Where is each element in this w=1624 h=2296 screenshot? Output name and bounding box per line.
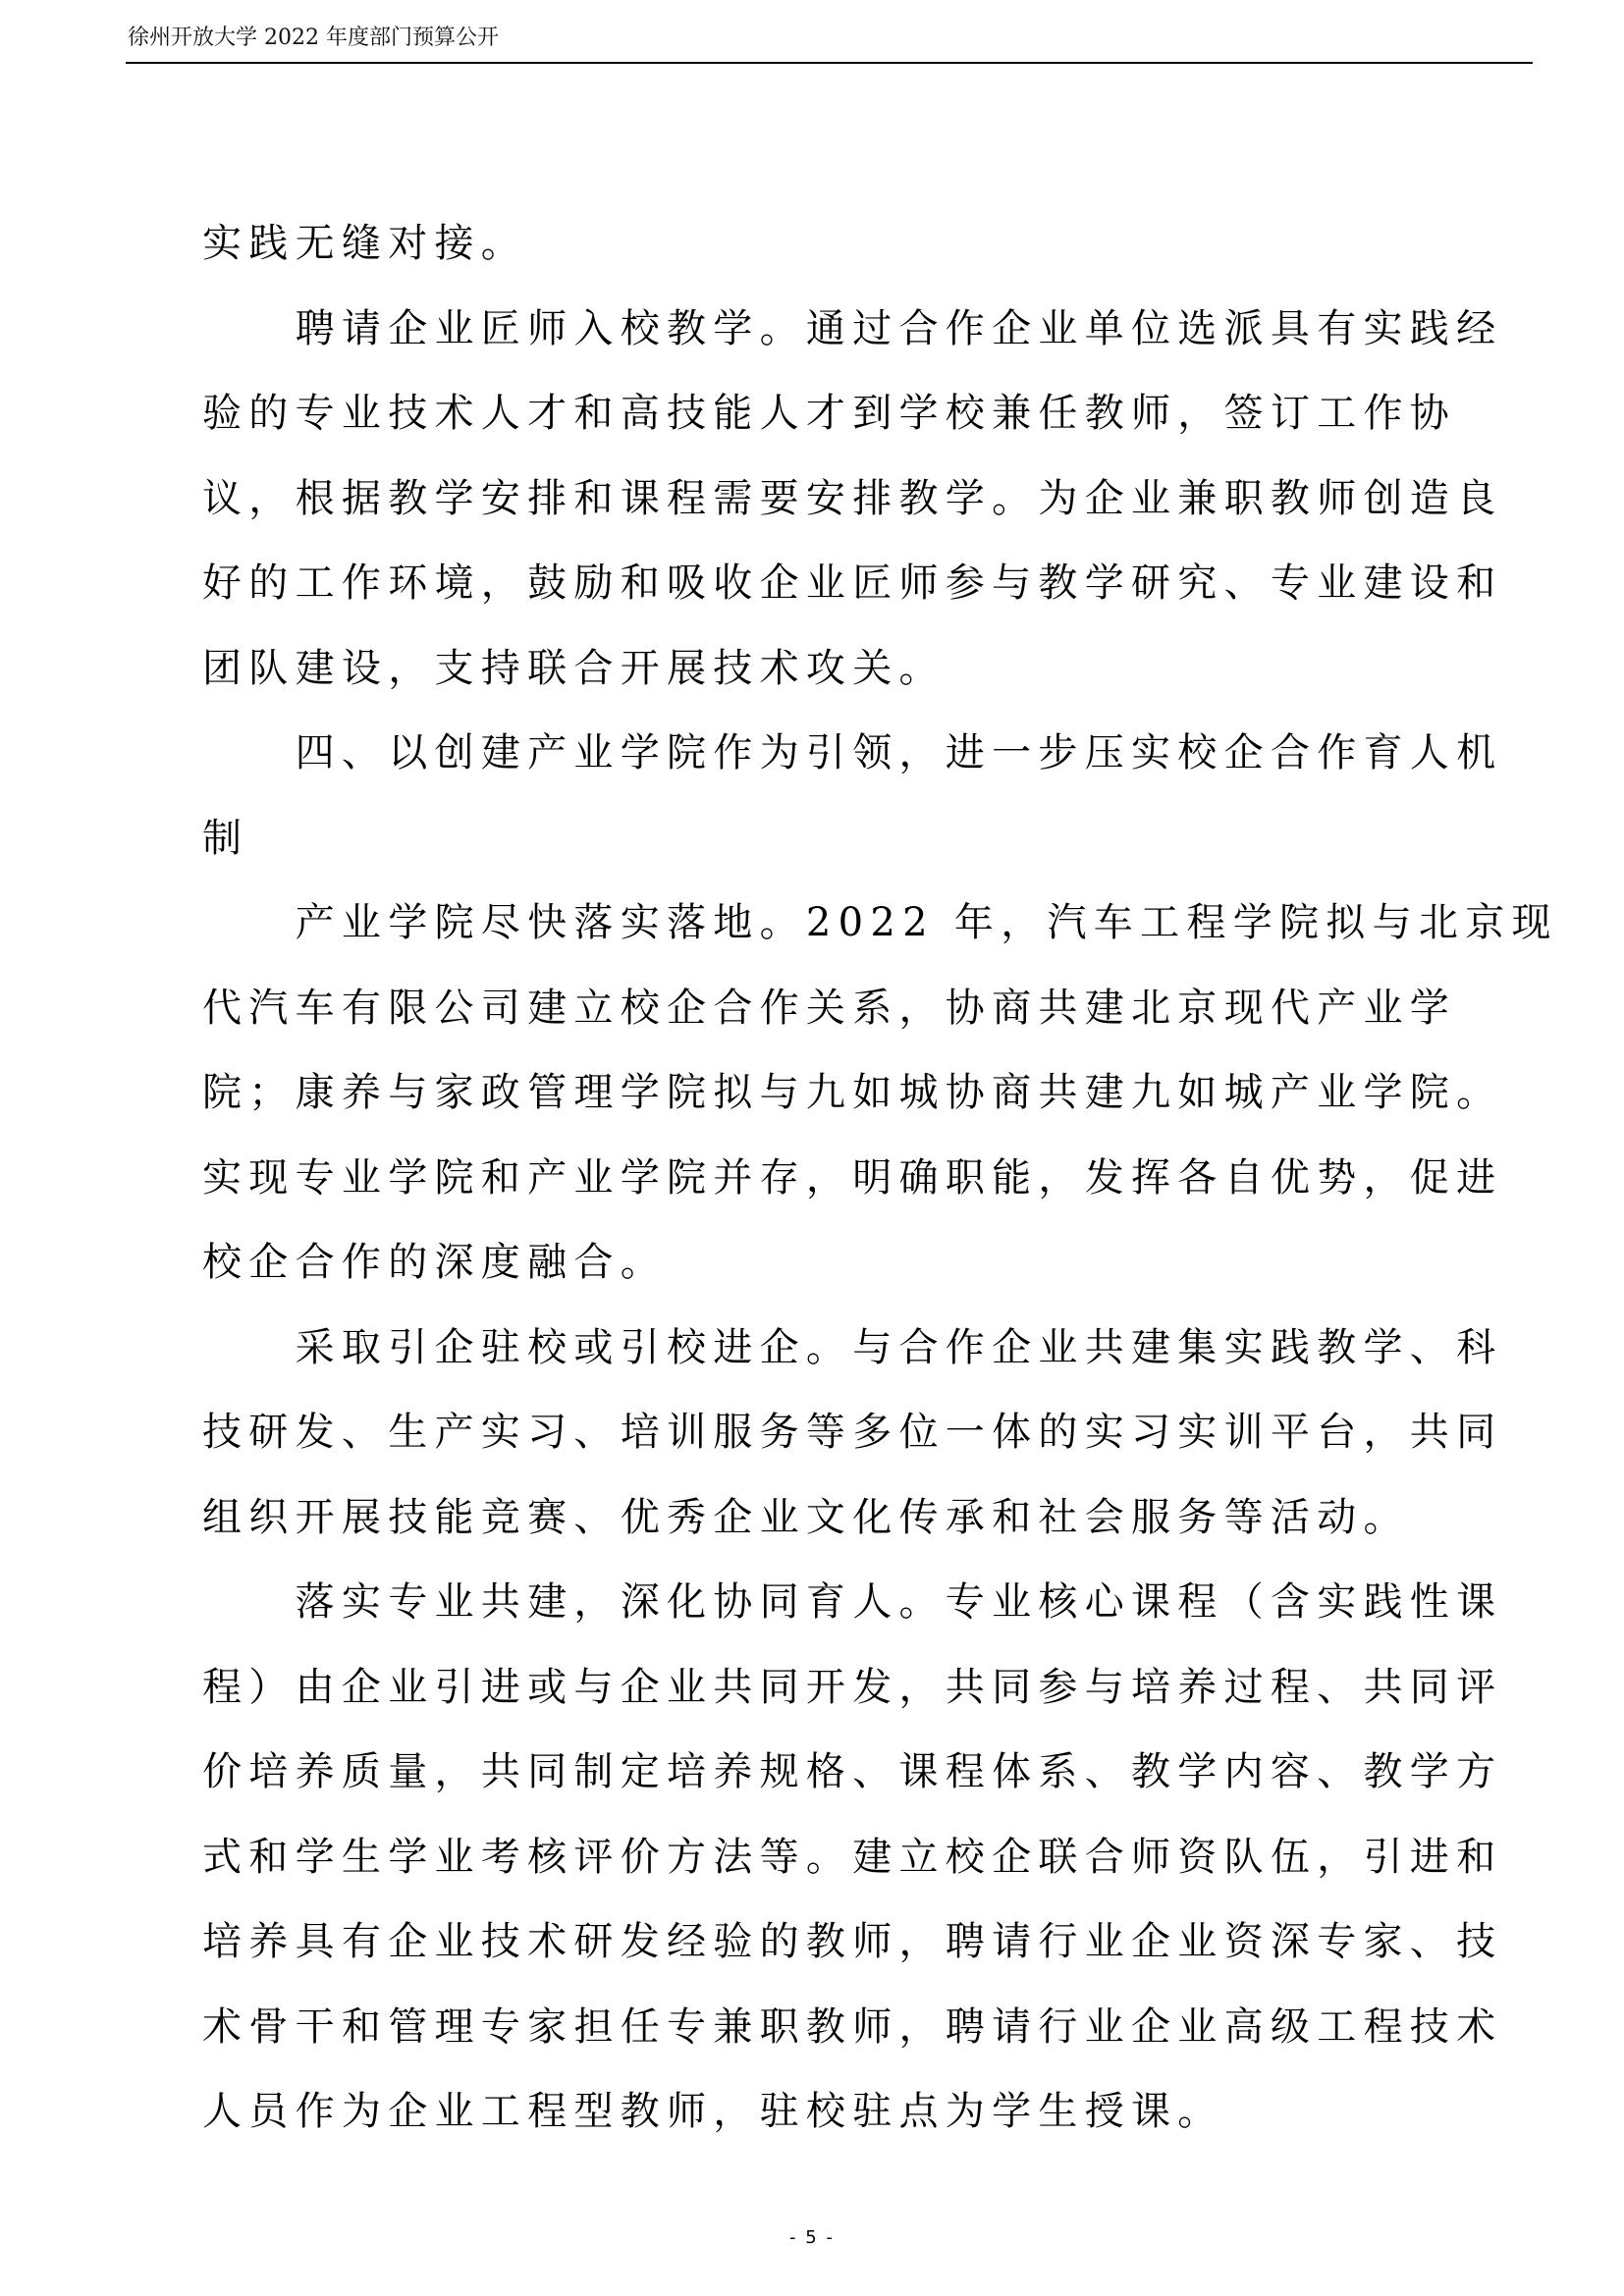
text-line: 聘请企业匠师入校教学。通过合作企业单位选派具有实践经 [295, 305, 1503, 351]
text-line: 落实专业共建，深化协同育人。专业核心课程（含实践性课 [295, 1579, 1503, 1625]
page-number: - 5 - [789, 2227, 835, 2248]
text-line: 培养具有企业技术研发经验的教师，聘请行业企业资深专家、技 [202, 1919, 1503, 1964]
text-line: 院；康养与家政管理学院拟与九如城协商共建九如城产业学院。 [202, 1070, 1503, 1115]
text-line: 好的工作环境，鼓励和吸收企业匠师参与教学研究、专业建设和 [202, 561, 1503, 606]
text-line: 价培养质量，共同制定培养规格、课程体系、教学内容、教学方 [202, 1749, 1503, 1794]
text-line: 团队建设，支持联合开展技术攻关。 [202, 645, 946, 691]
header-divider [126, 62, 1533, 64]
section-heading-line: 制 [202, 815, 249, 861]
section-heading-line: 四、以创建产业学院作为引领，进一步压实校企合作育人机 [295, 730, 1503, 775]
text-line: 议，根据教学安排和课程需要安排教学。为企业兼职教师创造良 [202, 475, 1503, 521]
text-line: 术骨干和管理专家担任专兼职教师，聘请行业企业高级工程技术 [202, 2003, 1503, 2050]
text-line: 采取引企驻校或引校进企。与合作企业共建集实践教学、科 [295, 1324, 1503, 1370]
text-line: 产业学院尽快落实落地。2022 年，汽车工程学院拟与北京现 [295, 900, 1558, 945]
text-line: 校企合作的深度融合。 [202, 1240, 667, 1285]
text-line: 程）由企业引进或与企业共同开发，共同参与培养过程、共同评 [202, 1664, 1503, 1710]
document-body [202, 201, 1558, 2155]
text-line: 验的专业技术人才和高技能人才到学校兼任教师，签订工作协 [202, 391, 1457, 436]
text-line: 实践无缝对接。 [202, 221, 528, 266]
text-line: 代汽车有限公司建立校企合作关系，协商共建北京现代产业学 [202, 985, 1457, 1031]
text-line: 人员作为企业工程型教师，驻校驻点为学生授课。 [202, 2089, 1224, 2134]
text-line: 组织开展技能竞赛、优秀企业文化传承和社会服务等活动。 [202, 1494, 1410, 1540]
text-line: 式和学生学业考核评价方法等。建立校企联合师资队伍，引进和 [202, 1834, 1503, 1880]
text-line: 技研发、生产实习、培训服务等多位一体的实习实训平台，共同 [202, 1410, 1503, 1455]
page-header-title: 徐州开放大学 2022 年度部门预算公开 [128, 26, 499, 50]
text-line: 实现专业学院和产业学院并存，明确职能，发挥各自优势，促进 [202, 1154, 1503, 1201]
